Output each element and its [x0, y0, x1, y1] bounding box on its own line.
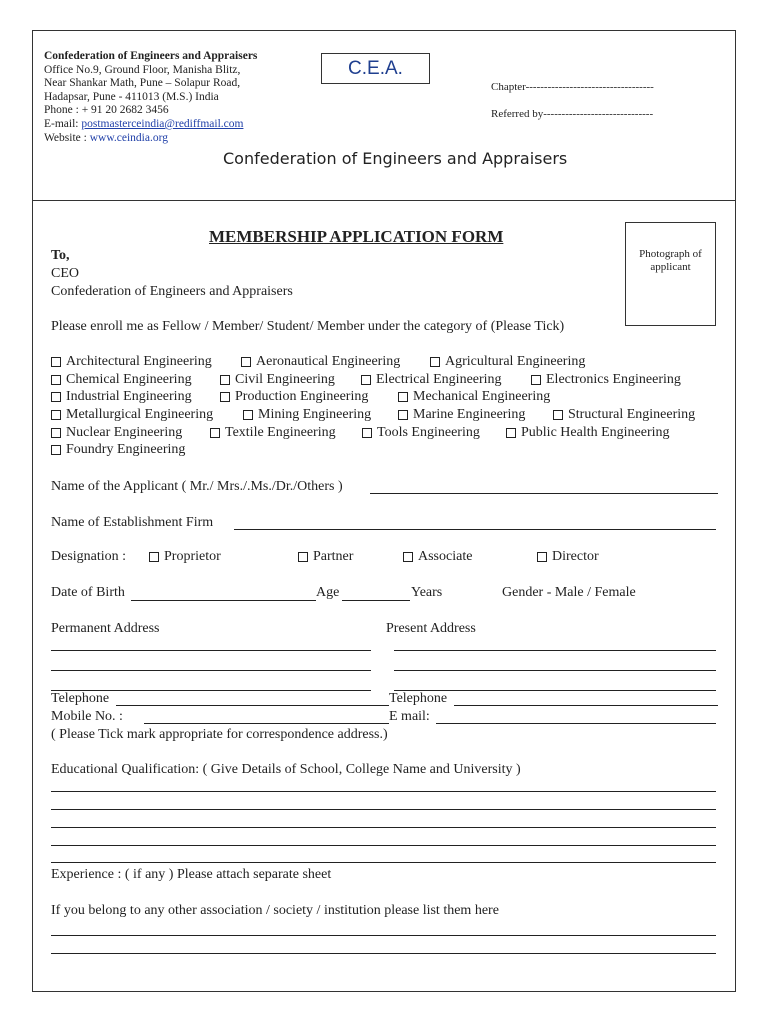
telephone-label-2: Telephone	[389, 691, 448, 706]
category-agricultural[interactable]: Agricultural Engineering	[430, 354, 585, 370]
checkbox[interactable]	[362, 428, 372, 438]
category-row	[51, 389, 192, 407]
designation-label: Designation :	[51, 549, 127, 564]
mobile-label: Mobile No. :	[51, 709, 123, 724]
checkbox[interactable]	[243, 410, 253, 420]
category-row	[220, 389, 368, 407]
checkbox[interactable]	[361, 375, 371, 385]
education-line[interactable]	[51, 827, 716, 828]
to-label: To,	[51, 248, 70, 263]
dob-label: Date of Birth	[51, 585, 125, 600]
category-row	[51, 354, 212, 372]
checkbox[interactable]	[51, 375, 61, 385]
checkbox[interactable]	[398, 410, 408, 420]
category-row	[51, 407, 213, 425]
ceo-label: CEO	[51, 266, 79, 281]
permanent-address-line[interactable]	[51, 670, 371, 671]
permanent-address-label: Permanent Address	[51, 621, 160, 636]
association-line[interactable]	[51, 935, 716, 936]
tick-note: ( Please Tick mark appropriate for correspondence address.)	[51, 727, 388, 742]
association-line[interactable]	[51, 953, 716, 954]
category-row	[51, 425, 182, 443]
email-link[interactable]: postmasterceindia@rediffmail.com	[81, 117, 244, 130]
present-address-line[interactable]	[394, 670, 716, 671]
category-metallurgical[interactable]: Metallurgical Engineering	[51, 407, 213, 423]
gender-label: Gender - Male / Female	[502, 585, 636, 600]
checkbox[interactable]	[51, 410, 61, 420]
category-electrical[interactable]: Electrical Engineering	[361, 372, 502, 388]
org-name: Confederation of Engineers and Appraisers	[44, 50, 258, 62]
category-marine[interactable]: Marine Engineering	[398, 407, 525, 423]
checkbox[interactable]	[430, 357, 440, 367]
form-title: MEMBERSHIP APPLICATION FORM	[209, 227, 504, 246]
logo-box: C.E.A.	[321, 53, 430, 84]
age-field-line[interactable]	[342, 600, 410, 601]
checkbox[interactable]	[531, 375, 541, 385]
checkbox[interactable]	[149, 552, 159, 562]
checkbox[interactable]	[553, 410, 563, 420]
address-line-1: Office No.9, Ground Floor, Manisha Blitz,	[44, 63, 241, 76]
website-link[interactable]: www.ceindia.org	[89, 131, 168, 144]
category-nuclear[interactable]: Nuclear Engineering	[51, 425, 182, 441]
category-production[interactable]: Production Engineering	[220, 389, 368, 405]
category-row	[430, 354, 585, 372]
designation-partner[interactable]: Partner	[298, 549, 353, 565]
referred-field: Referred by------------------------------	[491, 108, 654, 120]
category-row	[361, 372, 502, 390]
category-row	[51, 372, 192, 390]
category-aeronautical[interactable]: Aeronautical Engineering	[241, 354, 400, 370]
email-field-line[interactable]	[436, 723, 716, 724]
establishment-label: Name of Establishment Firm	[51, 515, 214, 530]
checkbox[interactable]	[51, 445, 61, 455]
experience-label: Experience : ( if any ) Please attach separate sheet	[51, 867, 332, 882]
checkbox[interactable]	[220, 375, 230, 385]
category-row	[241, 354, 400, 372]
checkbox[interactable]	[403, 552, 413, 562]
category-row	[506, 425, 670, 443]
category-row	[398, 407, 525, 425]
checkbox[interactable]	[210, 428, 220, 438]
phone: Phone : + 91 20 2682 3456	[44, 104, 169, 117]
enroll-text: Please enroll me as Fellow / Member/ Student/ Member under the category of (Please Tick)	[51, 319, 565, 334]
org-info	[44, 50, 257, 145]
education-line[interactable]	[51, 809, 716, 810]
header-title: Confederation of Engineers and Appraisers	[223, 149, 568, 168]
present-address-label: Present Address	[386, 621, 476, 636]
email-field-label: E mail:	[389, 709, 430, 724]
category-row	[51, 442, 185, 460]
address-line-3: Hadapsar, Pune - 411013 (M.S.) India	[44, 90, 219, 103]
checkbox[interactable]	[51, 357, 61, 367]
checkbox[interactable]	[51, 392, 61, 402]
chapter-field: Chapter-----------------------------------	[491, 81, 654, 93]
designation-associate[interactable]: Associate	[403, 549, 472, 565]
category-industrial[interactable]: Industrial Engineering	[51, 389, 192, 405]
category-architectural[interactable]: Architectural Engineering	[51, 354, 212, 370]
education-line[interactable]	[51, 845, 716, 846]
category-row	[362, 425, 480, 443]
age-label: Age	[316, 585, 340, 600]
education-label: Educational Qualification: ( Give Details of School, College Name and University )	[51, 762, 521, 777]
category-row	[210, 425, 336, 443]
telephone-field-line-2[interactable]	[454, 705, 718, 706]
category-mechanical[interactable]: Mechanical Engineering	[398, 389, 550, 405]
checkbox[interactable]	[220, 392, 230, 402]
category-electronics[interactable]: Electronics Engineering	[531, 372, 681, 388]
category-row	[553, 407, 695, 425]
category-row	[243, 407, 371, 425]
photograph-box: Photograph of applicant	[625, 222, 716, 326]
permanent-address-line[interactable]	[51, 650, 371, 651]
org-label: Confederation of Engineers and Appraisers	[51, 284, 293, 299]
present-address-line[interactable]	[394, 650, 716, 651]
education-line[interactable]	[51, 862, 716, 863]
category-row	[531, 372, 681, 390]
establishment-field-line[interactable]	[234, 529, 716, 530]
header-divider	[32, 200, 736, 201]
association-label: If you belong to any other association / society / institution please list them here	[51, 903, 499, 918]
category-mining[interactable]: Mining Engineering	[243, 407, 371, 423]
address-line-2: Near Shankar Math, Pune – Solapur Road,	[44, 77, 241, 90]
category-row	[220, 372, 335, 390]
telephone-label: Telephone	[51, 691, 110, 706]
name-field-line[interactable]	[370, 493, 718, 494]
page-border	[32, 30, 736, 992]
category-row	[398, 389, 550, 407]
category-foundry[interactable]: Foundry Engineering	[51, 442, 185, 458]
category-tools[interactable]: Tools Engineering	[362, 425, 480, 441]
checkbox[interactable]	[537, 552, 547, 562]
mobile-field-line[interactable]	[144, 723, 389, 724]
website-label: Website :	[44, 131, 90, 144]
category-textile[interactable]: Textile Engineering	[210, 425, 336, 441]
education-line[interactable]	[51, 791, 716, 792]
category-chemical[interactable]: Chemical Engineering	[51, 372, 192, 388]
checkbox[interactable]	[298, 552, 308, 562]
name-label: Name of the Applicant ( Mr./ Mrs./.Ms./Dr./Others )	[51, 479, 343, 494]
telephone-field-line[interactable]	[116, 705, 389, 706]
designation-director[interactable]: Director	[537, 549, 599, 565]
checkbox[interactable]	[398, 392, 408, 402]
checkbox[interactable]	[51, 428, 61, 438]
category-civil[interactable]: Civil Engineering	[220, 372, 335, 388]
checkbox[interactable]	[506, 428, 516, 438]
designation-proprietor[interactable]: Proprietor	[149, 549, 221, 565]
category-public-health[interactable]: Public Health Engineering	[506, 425, 670, 441]
category-structural[interactable]: Structural Engineering	[553, 407, 695, 423]
years-label: Years	[411, 585, 443, 600]
dob-field-line[interactable]	[131, 600, 316, 601]
email-label: E-mail:	[44, 117, 82, 130]
checkbox[interactable]	[241, 357, 251, 367]
